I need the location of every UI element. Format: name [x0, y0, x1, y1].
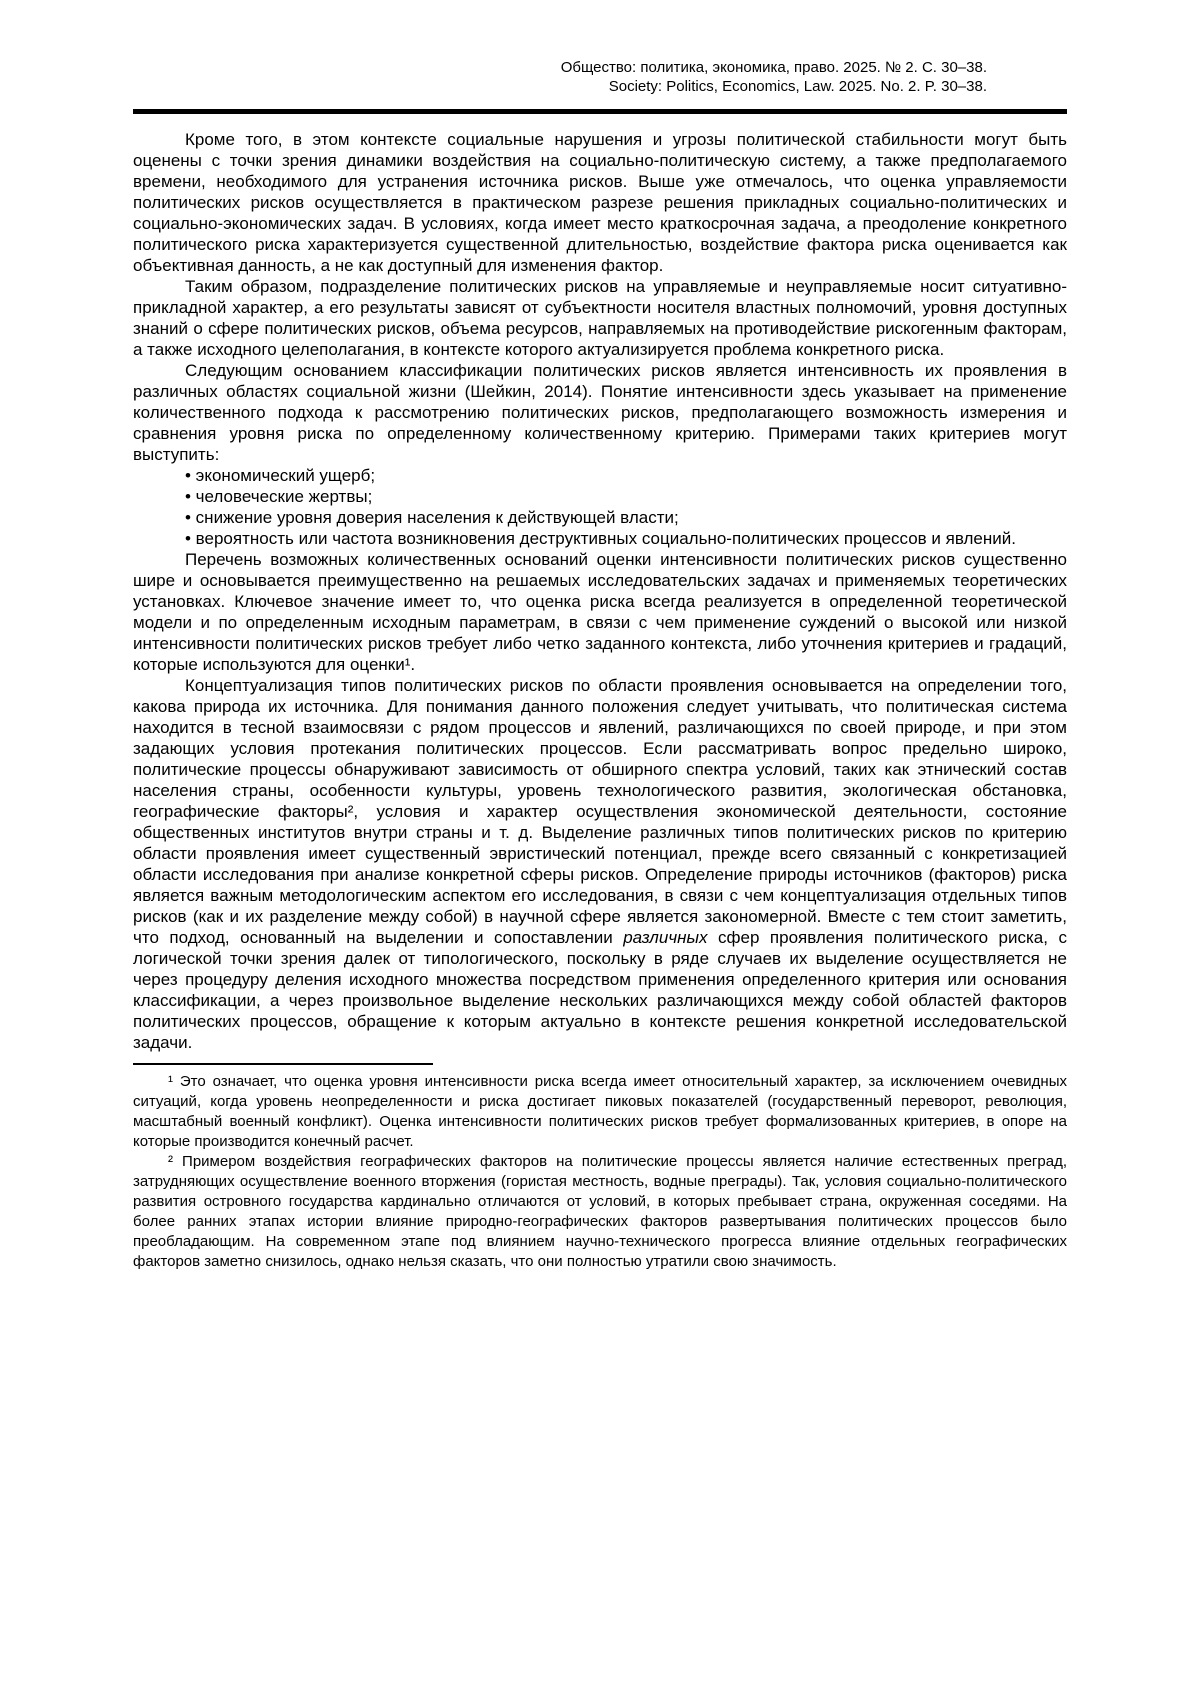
footnote-2: ² Примером воздействия географических факторов на политические процессы является наличие естественных преград, затрудняющих осуществление военного вторжения (гористая местность, водные преграды). Так, условия социально-политического развития островного государства кардинально отличаются от условий, в которых пребывает страна, окруженная соседями. На более ранних этапах истории влияние природно-географических факторов развертывания политических процессов было преобладающим. На современном этапе под влиянием научно-технического прогресса влияние отдельных географических факторов заметно снизилось, однако нельзя сказать, что они полностью утратили свою значимость. [133, 1153, 1067, 1270]
bullet-item-4: • вероятность или частота возникновения деструктивных социально-политических процессов и явлений. [185, 529, 1016, 548]
bullet-item-1: • экономический ущерб; [185, 466, 376, 485]
journal-citation-ru: Общество: политика, экономика, право. 2025. № 2. С. 30–38. [560, 59, 987, 76]
footnote-separator [133, 1063, 433, 1065]
paragraph-5-text-start: Концептуализация типов политических рисков по области проявления основывается на определении того, какова природа их источника. Для понимания данного положения следует учитывать, что политическая система находится в тесной взаимосвязи с рядом процессов и явлений, различающихся по своей природе, и при этом задающих условия протекания политических процессов. Если рассматривать вопрос предельно широко, политические процессы обнаруживают зависимость от обширного спектра условий, таких как этнический состав населения страны, особенности культуры, уровень технологического развития, экологическая обстановка, географические факторы², условия и характер осуществления экономической деятельности, состояние общественных институтов внутри страны и т. д. Выделение различных типов политических рисков по критерию области проявления имеет существенный эвристический потенциал, прежде всего связанный с конкретизацией области исследования при анализе конкретной сферы рисков. Определение природы источников (факторов) риска является важным методологическим аспектом его исследования, в связи с чем концептуализация отдельных типов рисков (как и их разделение между собой) в научной сфере является закономерной. Вместе с тем стоит заметить, что подход, основанный на выделении и сопоставлении [133, 676, 1067, 947]
journal-header [133, 0, 1067, 96]
journal-citation-en: Society: Politics, Economics, Law. 2025. No. 2. P. 30–38. [608, 78, 987, 95]
footnotes-section [133, 1072, 1067, 1272]
paragraph-2: Таким образом, подразделение политических рисков на управляемые и неуправляемые носит ситуативно-прикладной характер, а его результаты зависят от субъектности носителя властных полномочий, уровня доступных знаний о сфере политических рисков, объема ресурсов, направляемых на противодействие рискогенным факторам, а также исходного целеполагания, в контексте которого актуализируется проблема конкретного риска. [133, 277, 1067, 359]
footnote-1: ¹ Это означает, что оценка уровня интенсивности риска всегда имеет относительный характер, за исключением очевидных ситуаций, когда уровень неопределенности и риска достигает пиковых показателей (государственный переворот, революция, масштабный военный конфликт). Оценка интенсивности политических рисков требует формализованных критериев, в опоре на которые производится конечный расчет. [133, 1073, 1067, 1150]
paragraph-4: Перечень возможных количественных оснований оценки интенсивности политических рисков существенно шире и основывается преимущественно на решаемых исследовательских задачах и применяемых теоретических установках. Ключевое значение имеет то, что оценка риска всегда реализуется в определенной теоретической модели и по определенным исходным параметрам, в связи с чем применение суждений о высокой или низкой интенсивности политических рисков требует либо четко заданного контекста, либо уточнения критериев и градаций, которые используются для оценки¹. [133, 550, 1067, 674]
paragraph-5 [133, 675, 1067, 1053]
paragraph-1: Кроме того, в этом контексте социальные нарушения и угрозы политической стабильности могут быть оценены с точки зрения динамики воздействия на социально-политическую систему, а также предполагаемого времени, необходимого для устранения источника рисков. Выше уже отмечалось, что оценка управляемости политических рисков осуществляется в практическом разрезе решения прикладных социально-политических и социально-экономических задач. В условиях, когда имеет место краткосрочная задача, а преодоление конкретного политического риска характеризуется существенной длительностью, воздействие фактора риска оценивается как объективная данность, а не как доступный для изменения фактор. [133, 130, 1067, 275]
paragraph-5-text-end: сфер проявления политического риска, с логической точки зрения далек от типологического, поскольку в ряде случаев их выделение осуществляется не через процедуру деления исходного множества посредством применения определенного критерия или основания классификации, а через произвольное выделение нескольких различающихся между собой областей факторов политических процессов, обращение к которым актуально в контексте решения конкретной исследовательской задачи. [133, 928, 1067, 1052]
bullet-item-2: • человеческие жертвы; [185, 487, 373, 506]
bullet-item-3: • снижение уровня доверия населения к действующей власти; [185, 508, 679, 527]
paragraph-3: Следующим основанием классификации политических рисков является интенсивность их проявления в различных областях социальной жизни (Шейкин, 2014). Понятие интенсивности здесь указывает на применение количественного подхода к рассмотрению политических рисков, предполагающего возможность измерения и сравнения уровня риска по определенному количественному критерию. Примерами таких критериев могут выступить: [133, 361, 1067, 464]
article-body [133, 129, 1067, 1053]
header-rule [133, 109, 1067, 114]
paragraph-5-italic-word: различных [623, 928, 708, 947]
